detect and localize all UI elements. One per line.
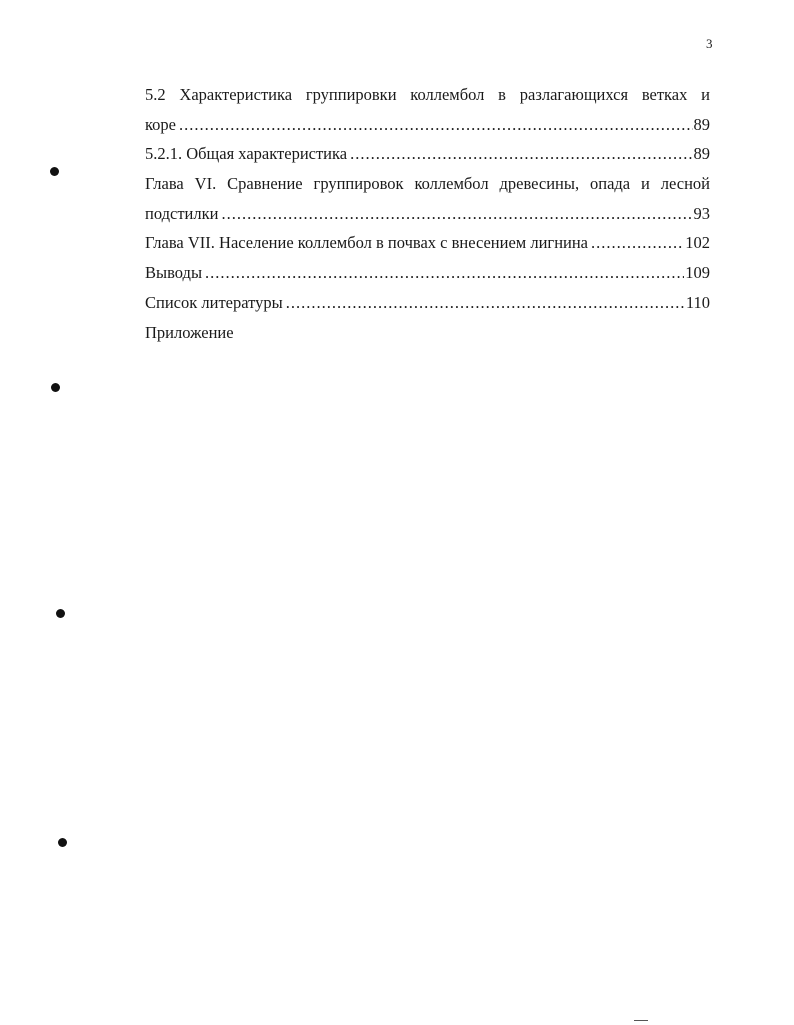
toc-entry-page: 102 [685,233,710,253]
toc-entry-page: 93 [693,203,710,223]
toc-leader-dots [591,228,684,258]
punch-hole [56,609,65,618]
toc-entry-label: Выводы [145,263,203,283]
toc-entry-chapter-7[interactable] [145,228,710,258]
toc-entry-label: коре [145,114,177,134]
toc-entry-conclusions[interactable] [145,258,710,288]
toc-entry-page: 89 [693,114,710,134]
page-number: 3 [706,36,713,51]
toc-entry-label: Глава VII. Население коллембол в почвах с внесением лигнина [145,233,589,253]
toc-leader-dots [350,139,692,169]
toc-entry-page: 110 [685,292,710,312]
toc-leader-dots [286,288,685,318]
toc-entry-page: 89 [693,144,710,164]
toc-entry-5-2-line1: 5.2 Характеристика группировки коллембол в разлагающихся ветках и [145,85,710,104]
toc-leader-dots [205,258,684,288]
toc-entry-references[interactable] [145,288,710,318]
toc-entry-label: Список литературы [145,292,283,312]
toc-leader-dots [179,110,692,140]
punch-hole [58,838,67,847]
toc-entry-label: подстилки [145,203,219,223]
toc-entry-chapter-6-line1: Глава VI. Сравнение группировок коллембол древесины, опада и лесной [145,174,710,194]
toc-entry-chapter-6-line2[interactable] [145,199,710,229]
toc-entry-5-2-line2[interactable] [145,110,710,140]
punch-hole [50,167,59,176]
toc-entry-appendix[interactable]: Приложение [145,322,234,342]
toc-leader-dots [221,199,692,229]
scan-artifact-mark [634,1020,648,1021]
toc-entry-page: 109 [685,263,710,283]
punch-hole [51,383,60,392]
toc-entry-5-2-1[interactable] [145,139,710,169]
toc-entry-label: 5.2.1. Общая характеристика [145,144,348,164]
table-of-contents [145,80,710,347]
